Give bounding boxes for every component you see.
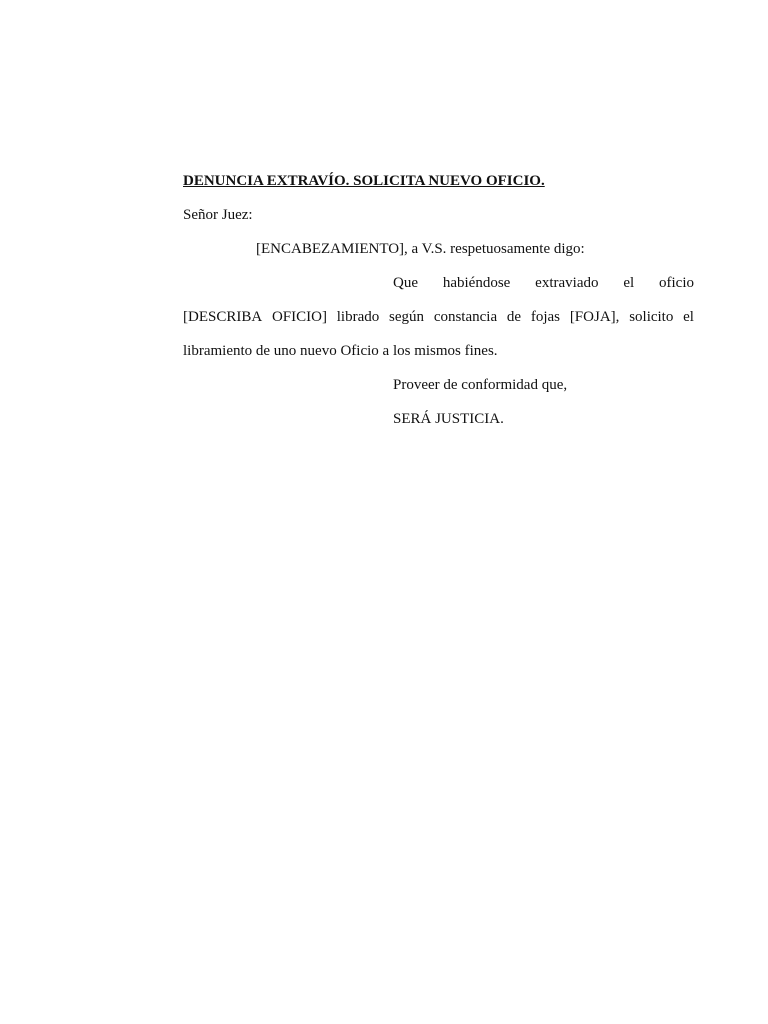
body-word: OFICIO] <box>271 309 327 325</box>
body-word: librado <box>336 309 380 325</box>
document-title: DENUNCIA EXTRAVÍO. SOLICITA NUEVO OFICIO. <box>183 173 545 189</box>
body-word: constancia <box>433 309 498 325</box>
body-word: el <box>623 275 635 291</box>
closing-line: Proveer de conformidad que, <box>393 377 568 393</box>
body-word: habiéndose <box>442 275 511 291</box>
body-line-2 <box>183 308 694 326</box>
body-word: fojas <box>530 309 561 325</box>
body-line-1 <box>393 274 694 292</box>
body-word: extraviado <box>535 275 599 291</box>
body-word: [DESCRIBA <box>183 309 263 325</box>
body-word: solicito <box>629 309 674 325</box>
body-word: [FOJA], <box>569 309 620 325</box>
body-line-3: libramiento de uno nuevo Oficio a los mismos fines. <box>183 343 498 359</box>
intro-paragraph: [ENCABEZAMIENTO], a V.S. respetuosamente digo: <box>256 241 585 257</box>
body-word: oficio <box>659 275 694 291</box>
salutation: Señor Juez: <box>183 207 253 223</box>
body-word: de <box>506 309 522 325</box>
body-word: el <box>683 309 694 325</box>
body-word: según <box>389 309 425 325</box>
body-word: Que <box>393 275 418 291</box>
signoff-line: SERÁ JUSTICIA. <box>393 411 504 427</box>
